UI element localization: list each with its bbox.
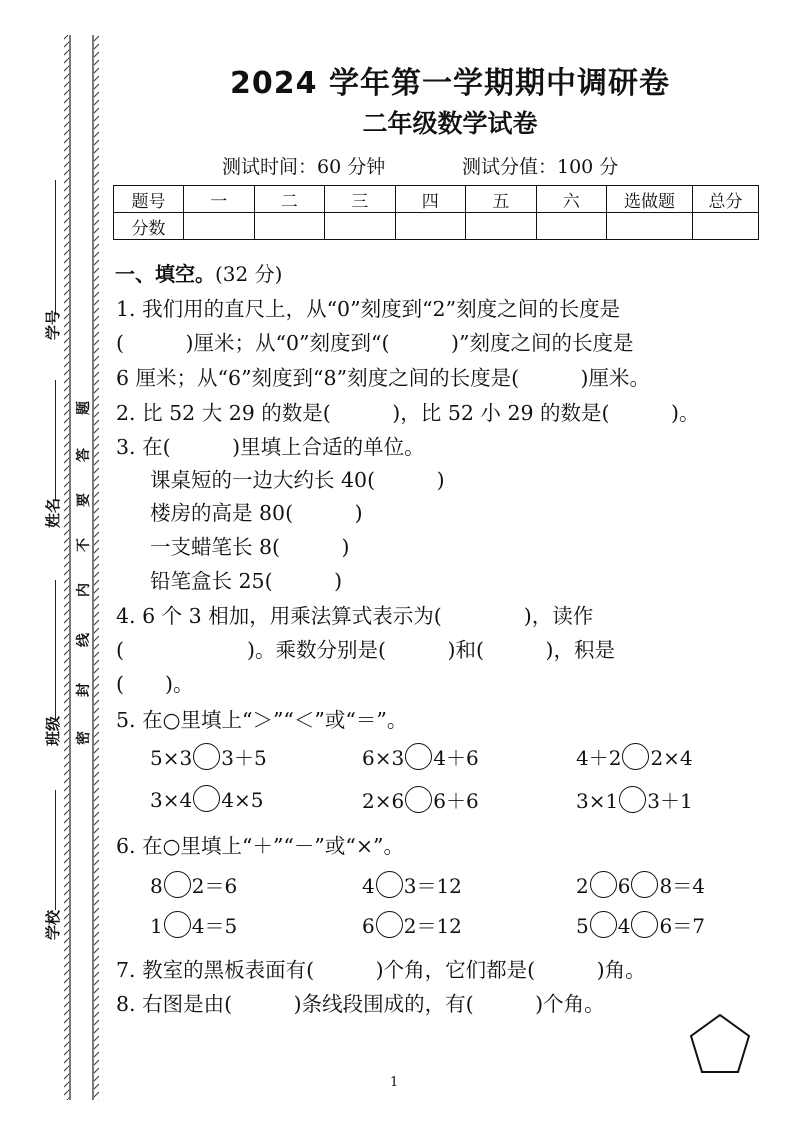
page-number: 1 [390, 1075, 399, 1090]
score-table-cell: 三 [325, 186, 396, 213]
operand: 2 [576, 874, 589, 898]
compare-right: 6＋6 [433, 789, 479, 813]
name-label: 姓名 [44, 497, 62, 528]
seal-char: 答 [76, 448, 92, 462]
question-8-line: 8. 右图是由( )条线段围成的，有( )个角。 [116, 992, 605, 1016]
compare-left: 5×3 [150, 746, 193, 770]
score-table [113, 185, 759, 240]
operand: 4＝5 [191, 914, 238, 938]
question-3-item: 课桌短的一边大约长 40( ) [150, 468, 445, 492]
question-3-item: 铅笔盒长 25( ) [150, 569, 343, 593]
student-id-underline [55, 180, 56, 315]
binding-hatch-lines [60, 35, 100, 1100]
score-table-cell: 选做题 [607, 186, 693, 213]
compare-left: 3×4 [150, 788, 193, 812]
question-4-line: 4. 6 个 3 相加，用乘法算式表示为( )，读作 [116, 604, 594, 628]
operand: 1 [150, 914, 163, 938]
seal-char: 密 [76, 731, 92, 745]
answer-circle[interactable] [376, 871, 403, 898]
question-7-line: 7. 教室的黑板表面有( )个角，它们都是( )角。 [116, 958, 646, 982]
test-time: 测试时间：60 分钟 [222, 156, 386, 178]
answer-circle[interactable] [631, 911, 658, 938]
seal-char: 封 [76, 683, 92, 697]
seal-char: 不 [76, 538, 92, 552]
score-table-score-row [114, 213, 759, 240]
answer-circle[interactable] [193, 743, 220, 770]
class-label: 班级 [44, 715, 62, 746]
compare-left: 2×6 [362, 789, 405, 813]
answer-circle[interactable] [376, 911, 403, 938]
compare-right: 3＋5 [221, 746, 267, 770]
answer-circle[interactable] [193, 785, 220, 812]
score-table-cell: 五 [466, 186, 537, 213]
compare-item [362, 742, 479, 771]
operator-item [150, 910, 237, 939]
answer-circle[interactable] [622, 743, 649, 770]
operand: 2＝6 [191, 874, 238, 898]
operand: 6＝7 [659, 914, 705, 938]
score-cell-blank[interactable] [607, 213, 693, 240]
seal-char: 线 [76, 633, 92, 647]
seal-char: 内 [76, 583, 92, 597]
compare-item [576, 785, 693, 814]
section-title: 一、填空。 [115, 262, 215, 286]
question-1-line: ( )厘米；从“0”刻度到“( )”刻度之间的长度是 [116, 331, 634, 355]
operand: 8＝4 [659, 874, 705, 898]
score-table-cell: 分数 [114, 213, 184, 240]
compare-left: 6×3 [362, 746, 405, 770]
question-5-line: 5. 在○里填上“＞”“＜”或“＝”。 [116, 708, 408, 732]
compare-item [576, 742, 693, 771]
score-table-cell: 题号 [114, 186, 184, 213]
question-3-line: 3. 在( )里填上合适的单位。 [116, 435, 425, 459]
score-table-cell: 六 [536, 186, 607, 213]
school-label: 学校 [44, 909, 62, 940]
operand: 6 [617, 874, 631, 898]
class-underline [55, 580, 56, 720]
compare-left: 3×1 [576, 789, 619, 813]
operand: 4 [362, 874, 375, 898]
exam-subtitle: 二年级数学试卷 [362, 109, 538, 138]
answer-circle[interactable] [619, 786, 646, 813]
operator-item [576, 870, 705, 899]
question-6-line: 6. 在○里填上“＋”“－”或“×”。 [116, 834, 405, 858]
score-table-cell: 总分 [693, 186, 759, 213]
score-table-cell: 一 [184, 186, 255, 213]
operand: 2＝12 [403, 914, 462, 938]
compare-right: 4×5 [221, 788, 264, 812]
score-cell-blank[interactable] [325, 213, 396, 240]
answer-circle[interactable] [405, 743, 432, 770]
score-cell-blank[interactable] [693, 213, 759, 240]
operator-item [576, 910, 705, 939]
score-table-header-row [114, 186, 759, 213]
school-underline [55, 790, 56, 910]
operand: 6 [362, 914, 375, 938]
operand: 8 [150, 874, 163, 898]
name-underline [55, 380, 56, 500]
answer-circle[interactable] [164, 871, 191, 898]
exam-title: 2024 学年第一学期期中调研卷 [230, 66, 670, 101]
student-id-label: 学号 [44, 309, 62, 340]
question-3-item: 楼房的高是 80( ) [150, 501, 363, 525]
compare-right: 4＋6 [433, 746, 479, 770]
score-cell-blank[interactable] [184, 213, 255, 240]
seal-char: 题 [76, 401, 92, 415]
score-cell-blank[interactable] [536, 213, 607, 240]
answer-circle[interactable] [631, 871, 658, 898]
compare-item [362, 785, 479, 814]
score-table-cell: 二 [254, 186, 325, 213]
answer-circle[interactable] [405, 786, 432, 813]
compare-left: 4＋2 [576, 746, 622, 770]
section-heading [115, 258, 282, 287]
compare-right: 3＋1 [647, 789, 693, 813]
question-1-line: 6 厘米；从“6”刻度到“8”刻度之间的长度是( )厘米。 [116, 366, 651, 390]
score-cell-blank[interactable] [466, 213, 537, 240]
operand: 3＝12 [403, 874, 462, 898]
test-score-value: 测试分值：100 分 [462, 156, 619, 178]
operand: 4 [617, 914, 631, 938]
answer-circle[interactable] [590, 911, 617, 938]
operand: 5 [576, 914, 589, 938]
score-table-cell: 四 [395, 186, 466, 213]
question-1-line: 1. 我们用的直尺上，从“0”刻度到“2”刻度之间的长度是 [116, 297, 621, 321]
score-cell-blank[interactable] [395, 213, 466, 240]
seal-char: 要 [76, 493, 92, 507]
compare-item [150, 785, 263, 812]
operator-item [362, 910, 462, 939]
section-points: (32 分) [215, 262, 283, 286]
answer-circle[interactable] [164, 911, 191, 938]
question-4-line: ( )。 [116, 672, 194, 696]
answer-circle[interactable] [590, 871, 617, 898]
compare-item [150, 742, 267, 771]
operator-item [362, 870, 462, 899]
compare-right: 2×4 [650, 746, 693, 770]
operator-item [150, 870, 237, 899]
question-3-item: 一支蜡笔长 8( ) [150, 535, 350, 559]
question-2-line: 2. 比 52 大 29 的数是( )，比 52 小 29 的数是( )。 [116, 401, 700, 425]
question-4-line: ( )。乘数分别是( )和( )，积是 [116, 638, 615, 662]
pentagon-figure [688, 1012, 752, 1076]
score-cell-blank[interactable] [254, 213, 325, 240]
